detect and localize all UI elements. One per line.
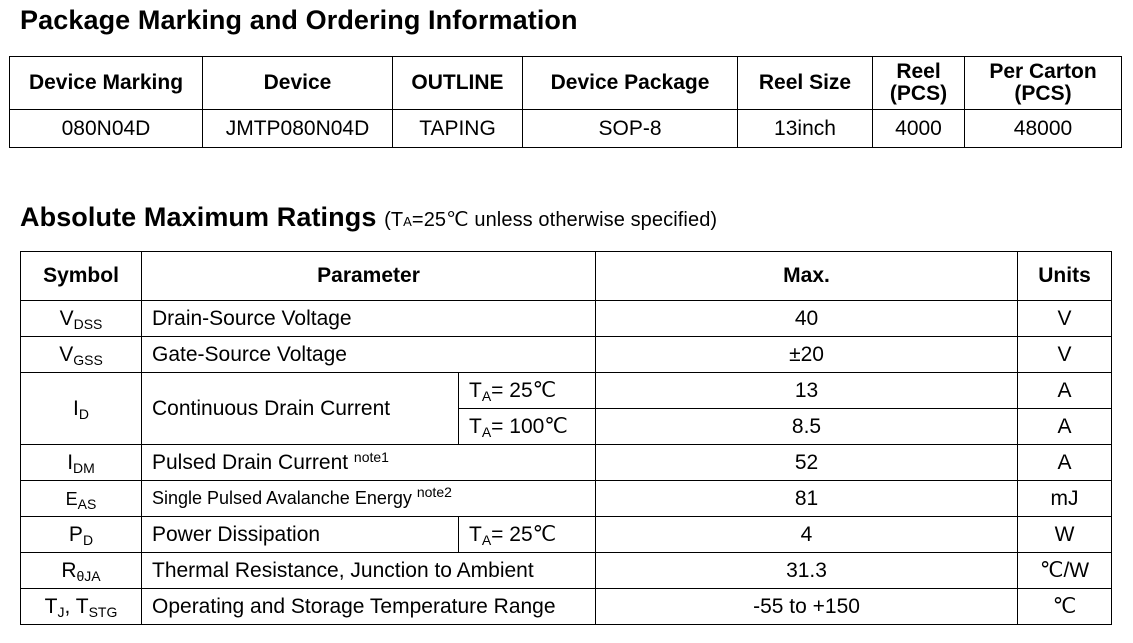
cond-id-100: [459, 409, 596, 445]
ordering-data-row: [10, 110, 1122, 148]
header-parameter: Parameter: [142, 252, 596, 301]
symbol-rthja: [21, 553, 142, 589]
header-carton-line2: (PCS): [1014, 82, 1072, 105]
cell-outline: TAPING: [393, 110, 523, 148]
table-row: [21, 517, 1112, 553]
unit-pd: W: [1018, 517, 1112, 553]
header-reel-size: Reel Size: [738, 57, 873, 110]
ratings-title: [20, 202, 717, 233]
symbol-subscript: AS: [77, 495, 97, 512]
param-idm: [142, 445, 596, 481]
table-row: [21, 445, 1112, 481]
unit-id-25: A: [1018, 373, 1112, 409]
cond-letter: T: [469, 415, 482, 438]
header-symbol: Symbol: [21, 252, 142, 301]
note-prefix: (T: [384, 209, 404, 231]
symbol-pd: [21, 517, 142, 553]
header-units: Units: [1018, 252, 1112, 301]
symbol-subscript: DSS: [73, 315, 103, 332]
unit-id-100: A: [1018, 409, 1112, 445]
param-rthja: Thermal Resistance, Junction to Ambient: [142, 553, 596, 589]
symbol-letter: T: [44, 594, 58, 618]
param-pd: Power Dissipation: [142, 517, 459, 553]
symbol-letter: P: [68, 522, 83, 546]
symbol-tj-tstg: [21, 589, 142, 625]
max-rthja: 31.3: [596, 553, 1018, 589]
cond-value: = 25℃: [491, 523, 557, 546]
unit-tj-tstg: ℃: [1018, 589, 1112, 625]
header-device-marking: Device Marking: [10, 57, 203, 110]
symbol-vdss: [21, 301, 142, 337]
param-text: Single Pulsed Avalanche Energy: [152, 488, 417, 508]
symbol-id: [21, 373, 142, 445]
header-device-package: Device Package: [523, 57, 738, 110]
cond-value: = 100℃: [491, 415, 568, 438]
max-vdss: 40: [596, 301, 1018, 337]
header-reel-line1: Reel: [896, 60, 941, 83]
cond-subscript: A: [481, 388, 492, 404]
cond-subscript: A: [481, 532, 492, 548]
param-vdss: Drain-Source Voltage: [142, 301, 596, 337]
max-vgss: ±20: [596, 337, 1018, 373]
cond-pd: [459, 517, 596, 553]
ratings-title-text: Absolute Maximum Ratings: [20, 202, 377, 232]
param-text: Pulsed Drain Current: [152, 450, 354, 474]
header-outline: OUTLINE: [393, 57, 523, 110]
table-row: [21, 373, 1112, 409]
header-carton-line1: Per Carton: [989, 60, 1097, 83]
note-sub: A: [403, 214, 412, 229]
note-suffix: =25℃ unless otherwise specified): [411, 209, 718, 231]
unit-vdss: V: [1018, 301, 1112, 337]
symbol-idm: [21, 445, 142, 481]
symbol-subscript: GSS: [73, 351, 103, 368]
param-vgss: Gate-Source Voltage: [142, 337, 596, 373]
symbol-subscript: θJA: [76, 567, 101, 584]
table-row: [21, 589, 1112, 625]
symbol-subscript: J: [57, 603, 65, 620]
header-per-carton: [965, 57, 1122, 110]
cell-reel-pcs: 4000: [873, 110, 965, 148]
symbol-subscript: D: [78, 405, 89, 422]
header-reel-line2: (PCS): [889, 82, 948, 105]
param-id: Continuous Drain Current: [142, 373, 459, 445]
cell-reel-size: 13inch: [738, 110, 873, 148]
ordering-table: [9, 56, 1122, 148]
max-eas: 81: [596, 481, 1018, 517]
unit-vgss: V: [1018, 337, 1112, 373]
unit-rthja: ℃/W: [1018, 553, 1112, 589]
cond-value: = 25℃: [491, 379, 557, 402]
max-pd: 4: [596, 517, 1018, 553]
ratings-header-row: [21, 252, 1112, 301]
footnote-ref: note1: [353, 448, 389, 465]
header-max: Max.: [596, 252, 1018, 301]
symbol-subscript: DM: [73, 459, 95, 476]
symbol-letter: R: [61, 558, 77, 582]
max-idm: 52: [596, 445, 1018, 481]
symbol-letter: E: [65, 488, 78, 509]
symbol-letter: V: [59, 306, 74, 330]
footnote-ref: note2: [416, 484, 452, 500]
symbol-letter: V: [59, 342, 74, 366]
max-id-25: 13: [596, 373, 1018, 409]
header-device: Device: [203, 57, 393, 110]
cell-marking: 080N04D: [10, 110, 203, 148]
param-tj-tstg: Operating and Storage Temperature Range: [142, 589, 596, 625]
param-eas: [142, 481, 596, 517]
symbol-eas: [21, 481, 142, 517]
ordering-title: Package Marking and Ordering Information: [20, 5, 578, 35]
ratings-table: [20, 251, 1112, 625]
ratings-condition-note: [384, 209, 717, 231]
max-tj-tstg: -55 to +150: [596, 589, 1018, 625]
symbol-separator: , T: [64, 594, 89, 618]
unit-idm: A: [1018, 445, 1112, 481]
cell-package: SOP-8: [523, 110, 738, 148]
unit-eas: mJ: [1018, 481, 1112, 517]
cond-letter: T: [469, 379, 482, 402]
ordering-header-row: [10, 57, 1122, 110]
cell-device: JMTP080N04D: [203, 110, 393, 148]
cond-id-25: [459, 373, 596, 409]
symbol-subscript: D: [82, 531, 94, 548]
cond-subscript: A: [481, 424, 492, 440]
table-row: [21, 337, 1112, 373]
header-reel-pcs: [873, 57, 965, 110]
symbol-letter: I: [73, 396, 79, 420]
symbol-letter: I: [67, 450, 74, 474]
symbol-vgss: [21, 337, 142, 373]
table-row: [21, 481, 1112, 517]
table-row: [21, 553, 1112, 589]
cell-carton-pcs: 48000: [965, 110, 1122, 148]
symbol-subscript: STG: [88, 603, 118, 620]
table-row: [21, 301, 1112, 337]
cond-letter: T: [469, 523, 482, 546]
max-id-100: 8.5: [596, 409, 1018, 445]
